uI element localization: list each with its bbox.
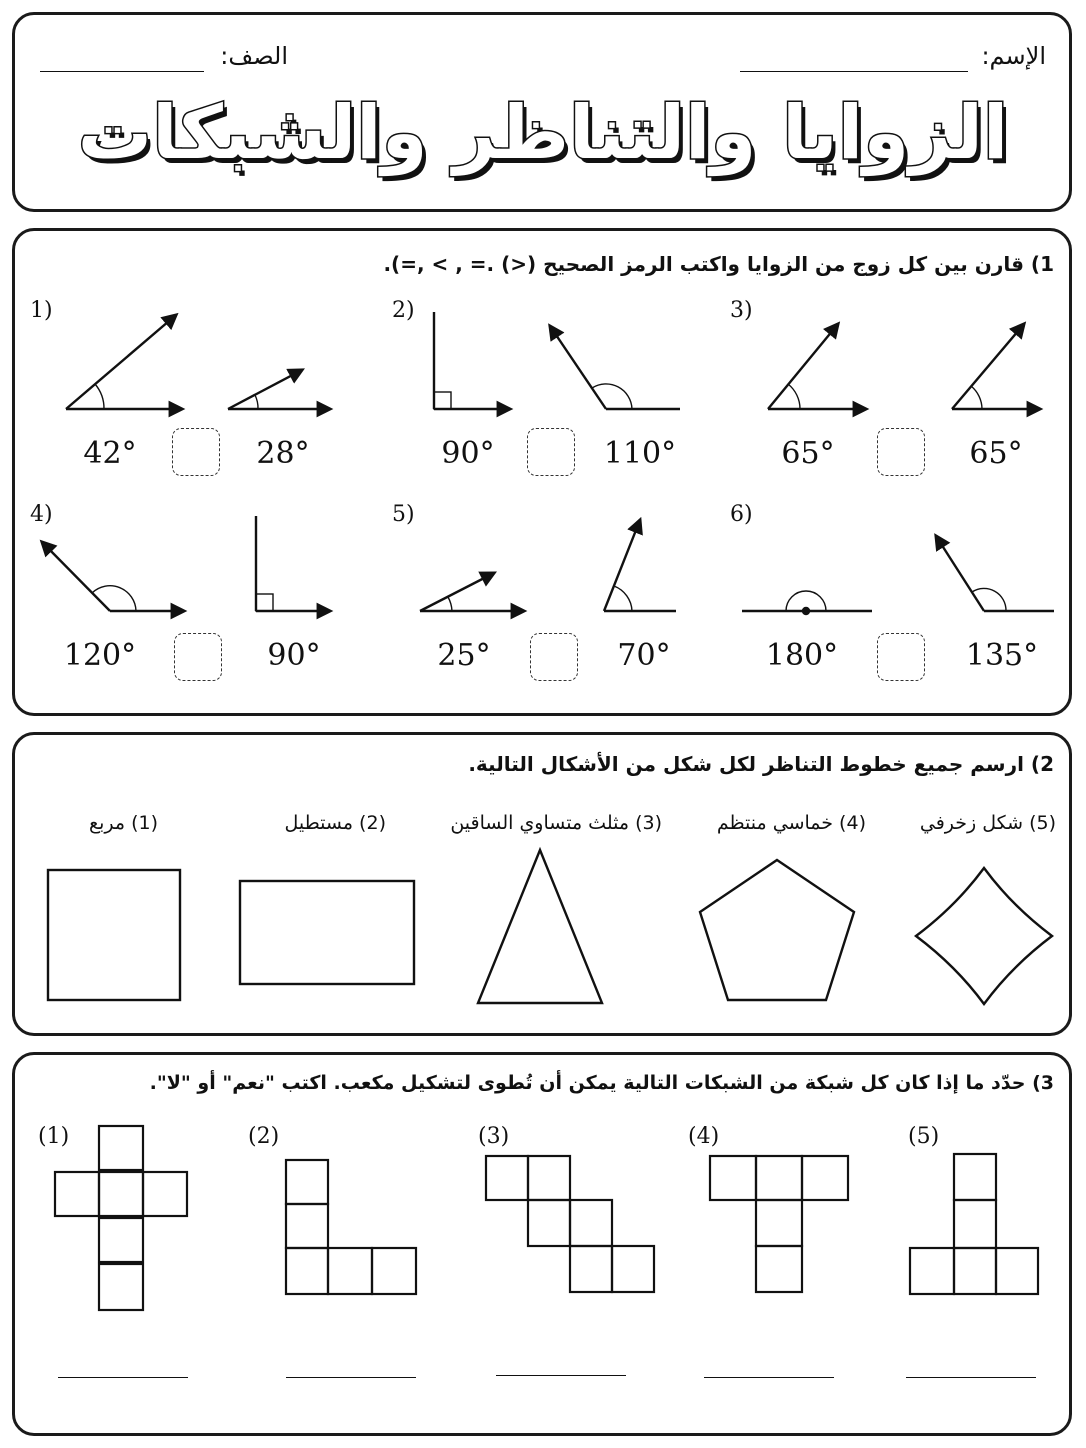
net-1-label: (1)	[38, 1124, 70, 1149]
net-3-drawing	[486, 1156, 654, 1292]
pair-5-left-value: 25°	[437, 638, 491, 673]
shape-3-label: (3) مثلث متساوي الساقين	[450, 812, 662, 834]
pair-1-right-value: 28°	[256, 436, 310, 471]
class-label: الصف:	[220, 42, 288, 70]
net-2-label: (2)	[248, 1124, 280, 1149]
pair-2-label: 2)	[392, 298, 415, 323]
net-5-answer-line[interactable]	[906, 1360, 1036, 1378]
q3-prompt: 3) حدّد ما إذا كان كل شبكة من الشبكات التالية يمكن أن تُطوى لتشكيل مكعب. اكتب "نعم" أو "لا".	[149, 1072, 1054, 1094]
net-2-drawing	[286, 1160, 416, 1294]
net-3-answer-line[interactable]	[496, 1358, 626, 1376]
shape-4-label: (4) خماسي منتظم	[716, 812, 866, 834]
pair-3-left-value: 65°	[781, 436, 835, 471]
net-2-answer-line[interactable]	[286, 1360, 416, 1378]
pair-4-left-value: 120°	[63, 638, 137, 673]
pair-2-left-value: 90°	[441, 436, 495, 471]
net-5-label: (5)	[908, 1124, 940, 1149]
shape-2-label: (2) مستطيل	[284, 812, 386, 834]
net-4-label: (4)	[688, 1124, 720, 1149]
pair-5-label: 5)	[392, 502, 415, 527]
pair-3-label: 3)	[730, 298, 753, 323]
net-1-drawing	[55, 1126, 187, 1310]
pair-1-left-value: 42°	[83, 436, 137, 471]
net-4-answer-line[interactable]	[704, 1360, 834, 1378]
pair-5-right-value: 70°	[617, 638, 671, 673]
pair-6-right-value: 135°	[965, 638, 1039, 673]
q2-prompt: 2) ارسم جميع خطوط التناظر لكل شكل من الأشكال التالية.	[468, 752, 1054, 776]
pair-4-right-value: 90°	[267, 638, 321, 673]
net-1-answer-line[interactable]	[58, 1360, 188, 1378]
shape-1-label: (1) مربع	[88, 812, 158, 834]
pair-1-label: 1)	[30, 298, 53, 323]
pair-6-label: 6)	[730, 502, 753, 527]
net-3-label: (3)	[478, 1124, 510, 1149]
pair-2-right-value: 110°	[603, 436, 677, 471]
pair-4-label: 4)	[30, 502, 53, 527]
pair-6-left-value: 180°	[765, 638, 839, 673]
page-title: الزوايا والتناظر والشبكات	[77, 90, 1009, 176]
q1-prompt: 1) قارن بين كل زوج من الزوايا واكتب الرمز الصحيح (<) .= , > ,=).	[383, 252, 1054, 276]
shape-5-label: (5) شكل زخرفي	[919, 812, 1056, 834]
net-4-drawing	[710, 1156, 848, 1292]
pair-3-right-value: 65°	[969, 436, 1023, 471]
net-5-drawing	[910, 1154, 1038, 1294]
name-label: الإسم:	[981, 42, 1046, 70]
